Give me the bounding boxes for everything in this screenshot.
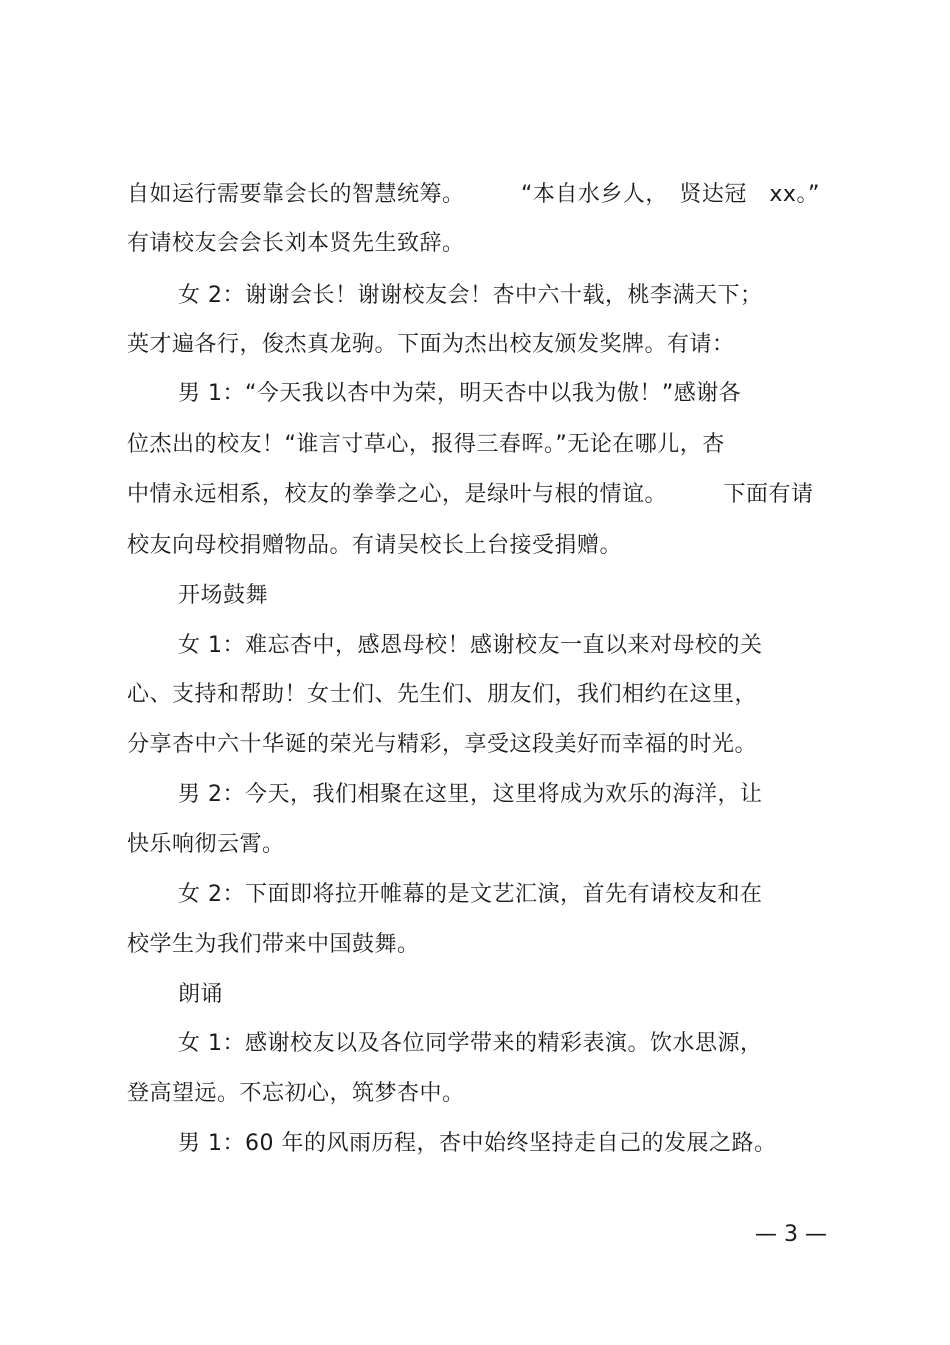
- text-line: 女 1：感谢校友以及各位同学带来的精彩表演。饮水思源，: [178, 1031, 763, 1056]
- text-line: 女 2：下面即将拉开帷幕的是文艺汇演，首先有请校友和在: [178, 882, 763, 907]
- text-line: 中情永远相系，校友的拳拳之心，是绿叶与根的情谊。 下面有请: [127, 482, 814, 507]
- text-line: 校友向母校捐赠物品。有请吴校长上台接受捐赠。: [127, 533, 623, 558]
- text-line: 快乐响彻云霄。: [127, 832, 285, 857]
- text-line: 心、支持和帮助！女士们、先生们、朋友们，我们相约在这里，: [127, 682, 758, 707]
- text-line: 男 2：今天，我们相聚在这里，这里将成为欢乐的海洋，让: [178, 782, 763, 807]
- text-line: 校学生为我们带来中国鼓舞。: [127, 932, 420, 957]
- page-number: — 3 —: [755, 1222, 827, 1247]
- text-line: 英才遍各行，俊杰真龙驹。下面为杰出校友颁发奖牌。有请：: [127, 332, 735, 357]
- text-line: 男 1：“今天我以杏中为荣，明天杏中以我为傲！”感谢各: [178, 381, 742, 406]
- text-line: 分享杏中六十华诞的荣光与精彩，享受这段美好而幸福的时光。: [127, 732, 758, 757]
- section-heading: 开场鼓舞: [178, 583, 269, 608]
- text-line: 登高望远。不忘初心，筑梦杏中。: [127, 1081, 465, 1106]
- text-line: 男 1：60 年的风雨历程，杏中始终坚持走自己的发展之路。: [178, 1131, 777, 1156]
- text-line: 位杰出的校友！“谁言寸草心，报得三春晖。”无论在哪儿，杏: [127, 432, 725, 457]
- section-heading: 朗诵: [178, 982, 224, 1007]
- text-line: 有请校友会会长刘本贤先生致辞。: [127, 231, 465, 256]
- text-line: 女 1：难忘杏中，感恩母校！感谢校友一直以来对母校的关: [178, 633, 763, 658]
- text-line: 自如运行需要靠会长的智慧统筹。 “本自水乡人， 贤达冠 xx。”: [127, 182, 820, 207]
- text-line: 女 2：谢谢会长！谢谢校友会！杏中六十载，桃李满天下；: [178, 283, 763, 308]
